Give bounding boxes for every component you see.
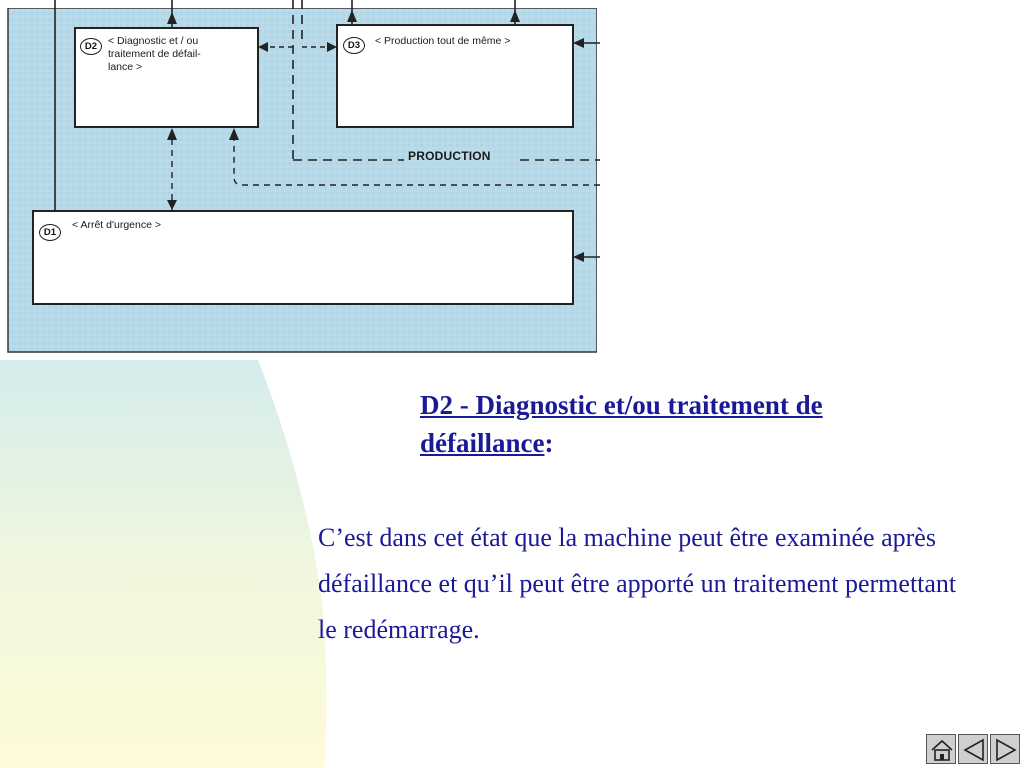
home-button[interactable] [926,734,956,764]
d3-badge: D3 [343,37,365,54]
section-title-colon: : [544,428,554,458]
previous-slide-button[interactable] [958,734,988,764]
d3-label: < Production tout de même > [375,35,511,47]
production-zone-label: PRODUCTION [408,149,491,163]
d1-badge: D1 [39,224,61,241]
state-diagram-excerpt [0,0,610,360]
section-title [420,386,960,462]
slide-navigation [926,734,1020,764]
d1-label: < Arrêt d'urgence > [72,219,161,231]
previous-arrow-icon [959,735,989,765]
section-body-text: C’est dans cet état que la machine peut être examinée après défaillance et qu’il peut être apporté un traitement permettant le redémarrage. [318,523,957,644]
next-slide-button[interactable] [990,734,1020,764]
home-icon [927,735,957,765]
section-title-text: D2 - Diagnostic et/ou traitement de défaillance [420,390,823,458]
next-arrow-icon [991,735,1021,765]
d2-label: < Diagnostic et / ou traitement de défail- lance > [108,35,201,73]
d2-badge: D2 [80,38,102,55]
